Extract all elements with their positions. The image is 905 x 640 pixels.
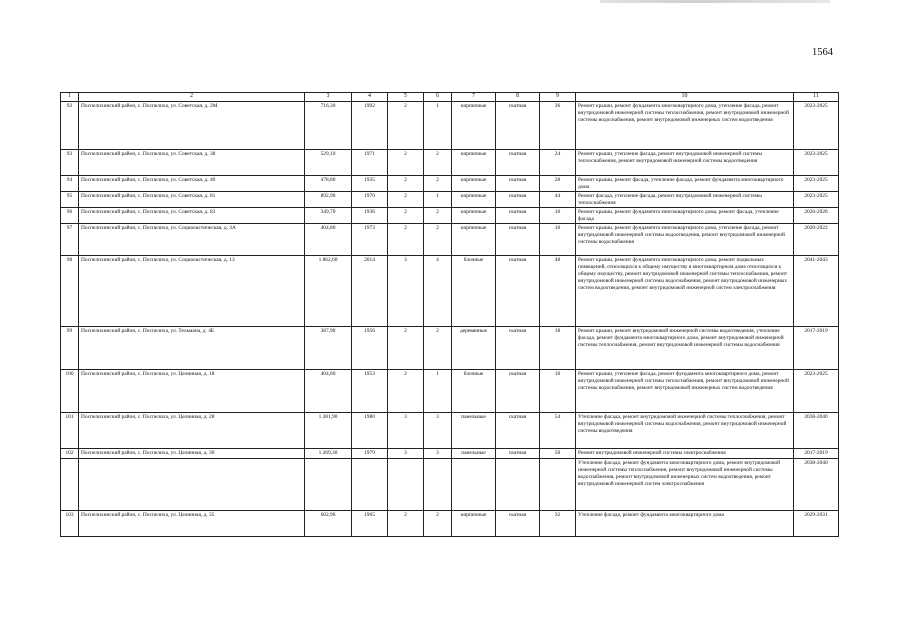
apartments-cell: 16 [540,369,576,412]
roof-type-cell: скатная [496,510,540,536]
column-header: 11 [794,93,839,102]
wall-material-cell: блочные [452,255,496,326]
table-row [61,207,839,223]
roof-type-cell: скатная [496,191,540,207]
works-cell: Ремонт внутридомовой инженерной системы электроснабжения [576,448,794,458]
year-cell: 1970 [352,191,388,207]
address-cell: Поспелихинский район, с. Поспелиха, ул. Целинная, д. 35 [79,510,305,536]
area-cell: 529,10 [305,149,352,175]
year-cell: 1956 [352,326,388,369]
table-row [61,412,839,448]
area-cell: 602,96 [305,510,352,536]
year-cell [352,458,388,510]
scan-artifact [600,0,830,3]
floors-cell: 2 [388,326,424,369]
period-cell: 2029-2031 [794,510,839,536]
number-cell: 93 [61,149,79,175]
entrances-cell: 1 [424,101,452,149]
area-cell: 478,80 [305,175,352,191]
floors-cell: 2 [388,191,424,207]
apartments-cell: 24 [540,149,576,175]
column-header: 1 [61,93,79,102]
column-header: 3 [305,93,352,102]
apartments-cell: 32 [540,510,576,536]
address-cell: Поспелихинский район, с. Поспелиха, ул. Советская, д. 2М [79,101,305,149]
address-cell: Поспелихинский район, с. Поспелиха, ул. Целинная, д. 28 [79,412,305,448]
year-cell: 1992 [352,101,388,149]
wall-material-cell: кирпичные [452,207,496,223]
works-cell: Утепление фасада, ремонт фундамента многоквартирного дома [576,510,794,536]
period-cell: 2026-2028 [794,207,839,223]
period-cell: 2038-2040 [794,458,839,510]
roof-type-cell: скатная [496,223,540,255]
wall-material-cell: деревянные [452,326,496,369]
address-cell: Поспелихинский район, с. Поспелиха, ул. Советская, д. 83 [79,207,305,223]
entrances-cell: 3 [424,412,452,448]
entrances-cell: 2 [424,326,452,369]
column-header: 9 [540,93,576,102]
table-row [61,191,839,207]
year-cell: 1973 [352,223,388,255]
floors-cell: 3 [388,412,424,448]
area-cell: 404,80 [305,223,352,255]
year-cell: 1935 [352,175,388,191]
floors-cell: 2 [388,101,424,149]
number-cell [61,458,79,510]
floors-cell: 2 [388,223,424,255]
period-cell: 2023-2025 [794,191,839,207]
table-row [61,510,839,536]
number-cell: 94 [61,175,79,191]
wall-material-cell: кирпичные [452,510,496,536]
roof-type-cell: скатная [496,448,540,458]
number-cell: 96 [61,207,79,223]
apartments-cell: 44 [540,191,576,207]
works-cell: Ремонт крыши, ремонт внутридомовой инженерной системы водоотведения, утепление фасада, ремонт фундамента многоквартирного дома, ремонт внутридомовой инженерной системы теплоснабжения, ремонт внутридомовой инженерной системы водоснабжения [576,326,794,369]
number-cell: 98 [61,255,79,326]
area-cell [305,458,352,510]
works-cell: Ремонт крыши, утепление фасада, ремонт фундамента многоквартирного дома, ремонт внутридомовой инженерной системы теплоснабжения, ремонт внутридомовой инженерной системы водоснабжения, ремонт внутридомовой инженерных систем водоотведения [576,369,794,412]
entrances-cell: 2 [424,207,452,223]
housing-repair-table [60,92,839,537]
address-cell: Поспелихинский район, с. Поспелиха, ул. Целинная, д. 18 [79,369,305,412]
area-cell: 387,90 [305,326,352,369]
table-row [61,369,839,412]
area-cell: 1 269,30 [305,448,352,458]
period-cell: 2017-2019 [794,448,839,458]
works-cell: Утепление фасада, ремонт фундамента многоквартирного дома, ремонт внутридомовой инженерной системы теплоснабжения, ремонт внутридомовой инженерной системы водоснабжения, ремонт внутридомовой инженерных систем водоотведения, ремонт внутридомовой инженерной систем электроснабжения [576,458,794,510]
works-cell: Утепление фасада, ремонт внутридомовой инженерной системы теплоснабжения, ремонт внутридомовой инженерной системы водоснабжения, ремонт внутридомовой инженерной системы водоотведения [576,412,794,448]
table-row [61,448,839,458]
year-cell: 1936 [352,207,388,223]
entrances-cell: 2 [424,175,452,191]
year-cell: 2014 [352,255,388,326]
year-cell: 1980 [352,412,388,448]
column-header: 6 [424,93,452,102]
period-cell: 2023-2025 [794,149,839,175]
works-cell: Ремонт фасада, утепление фасада, ремонт внутридомовой инженерной системы теплоснабжения [576,191,794,207]
roof-type-cell: скатная [496,326,540,369]
number-cell: 103 [61,510,79,536]
address-cell: Поспелихинский район, с. Поспелиха, ул. Целинная, д. 30 [79,448,305,458]
entrances-cell: 2 [424,223,452,255]
table-row [61,255,839,326]
wall-material-cell: кирпичные [452,223,496,255]
roof-type-cell: скатная [496,412,540,448]
entrances-cell [424,458,452,510]
area-cell: 404,60 [305,369,352,412]
entrances-cell: 3 [424,448,452,458]
apartments-cell: 16 [540,207,576,223]
wall-material-cell: кирпичные [452,101,496,149]
header-row [61,93,839,102]
address-cell: Поспелихинский район, с. Поспелиха, ул. Советская, д. 38 [79,149,305,175]
table-row [61,326,839,369]
page-number: 1564 [812,47,833,58]
entrances-cell: 2 [424,149,452,175]
roof-type-cell: скатная [496,175,540,191]
table-row [61,223,839,255]
address-cell [79,458,305,510]
address-cell: Поспелихинский район, с. Поспелиха, ул. Социалистическая, д. 13 [79,255,305,326]
wall-material-cell: кирпичные [452,175,496,191]
works-cell: Ремонт крыши, ремонт фасада, утепление фасада, ремонт фундамента многоквартирного дома [576,175,794,191]
table-row [61,175,839,191]
floors-cell: 2 [388,175,424,191]
apartments-cell: 18 [540,326,576,369]
year-cell: 1979 [352,448,388,458]
apartments-cell [540,458,576,510]
area-cell: 349,70 [305,207,352,223]
number-cell: 101 [61,412,79,448]
floors-cell: 3 [388,255,424,326]
floors-cell: 2 [388,149,424,175]
roof-type-cell: скатная [496,149,540,175]
column-header: 8 [496,93,540,102]
table-row [61,458,839,510]
period-cell: 2023-2025 [794,101,839,149]
column-header: 10 [576,93,794,102]
floors-cell: 2 [388,369,424,412]
column-header: 2 [79,93,305,102]
wall-material-cell: кирпичные [452,149,496,175]
area-cell: 716,30 [305,101,352,149]
roof-type-cell [496,458,540,510]
number-cell: 95 [61,191,79,207]
number-cell: 102 [61,448,79,458]
column-header: 5 [388,93,424,102]
period-cell: 2020-2022 [794,223,839,255]
apartments-cell: 28 [540,175,576,191]
year-cell: 1953 [352,369,388,412]
address-cell: Поспелихинский район, с. Поспелиха, ул. Советская, д. 40 [79,175,305,191]
apartments-cell: 48 [540,255,576,326]
area-cell: 1 862,60 [305,255,352,326]
address-cell: Поспелихинский район, с. Поспелиха, ул. Социалистическая, д. 3А [79,223,305,255]
works-cell: Ремонт крыши, ремонт фундамента многоквартирного дома, утепление фасада, ремонт внутридомовой инженерной системы водоотведения, ремонт внутридомовой инженерной системы водоснабжения [576,223,794,255]
number-cell: 100 [61,369,79,412]
works-cell: Ремонт крыши, ремонт фундамента многоквартирного дома, ремонт фасада, утепление фасада [576,207,794,223]
floors-cell: 3 [388,448,424,458]
apartments-cell: 50 [540,448,576,458]
works-cell: Ремонт крыши, ремонт фундамента многоквартирного дома, ремонт подвальных помещений, относящихся к общему имуществу в многоквартирном доме относящихся к общему имуществу, ремонт внутридомовой инженерной системы теплоснабжения, ремонт внутридомовой инженерной системы водоснабжения, ремонт внутридомовой инженерных систем водоотведения, ремонт внутридомовой инженерной систем электроснабжения [576,255,794,326]
wall-material-cell: блочные [452,369,496,412]
entrances-cell: 1 [424,369,452,412]
wall-material-cell: кирпичные [452,191,496,207]
number-cell: 97 [61,223,79,255]
area-cell: 1 281,90 [305,412,352,448]
address-cell: Поспелихинский район, с. Поспелиха, ул. Советская, д. 81 [79,191,305,207]
column-header: 7 [452,93,496,102]
entrances-cell: 1 [424,191,452,207]
roof-type-cell: скатная [496,255,540,326]
period-cell: 2041-2043 [794,255,839,326]
works-cell: Ремонт крыши, утепление фасада, ремонт внутридомовой инженерной системы теплоснабжения, ремонт внутридомовой инженерной системы водоотведения [576,149,794,175]
roof-type-cell: скатная [496,101,540,149]
period-cell: 2017-2019 [794,326,839,369]
address-cell: Поспелихинский район, с. Поспелиха, ул. Тельмана, д. 4Б [79,326,305,369]
year-cell: 1971 [352,149,388,175]
table-row [61,101,839,149]
apartments-cell: 16 [540,223,576,255]
floors-cell: 2 [388,510,424,536]
period-cell: 2023-2025 [794,175,839,191]
period-cell: 2023-2025 [794,369,839,412]
entrances-cell: 4 [424,255,452,326]
works-cell: Ремонт крыши, ремонт фундамента многоквартирного дома, утепление фасада, ремонт внутридомовой инженерной системы теплоснабжения, ремонт внутридомовой инженерной системы водоснабжения, ремонт внутридомовой инженерных систем водоотведения [576,101,794,149]
table-body [61,93,839,537]
period-cell: 2038-2040 [794,412,839,448]
year-cell: 1965 [352,510,388,536]
entrances-cell: 2 [424,510,452,536]
number-cell: 92 [61,101,79,149]
apartments-cell: 54 [540,412,576,448]
wall-material-cell: панельные [452,448,496,458]
roof-type-cell: скатная [496,207,540,223]
area-cell: 892,90 [305,191,352,207]
wall-material-cell [452,458,496,510]
roof-type-cell: скатная [496,369,540,412]
floors-cell [388,458,424,510]
number-cell: 99 [61,326,79,369]
apartments-cell: 36 [540,101,576,149]
column-header: 4 [352,93,388,102]
floors-cell: 2 [388,207,424,223]
wall-material-cell: панельные [452,412,496,448]
table-row [61,149,839,175]
